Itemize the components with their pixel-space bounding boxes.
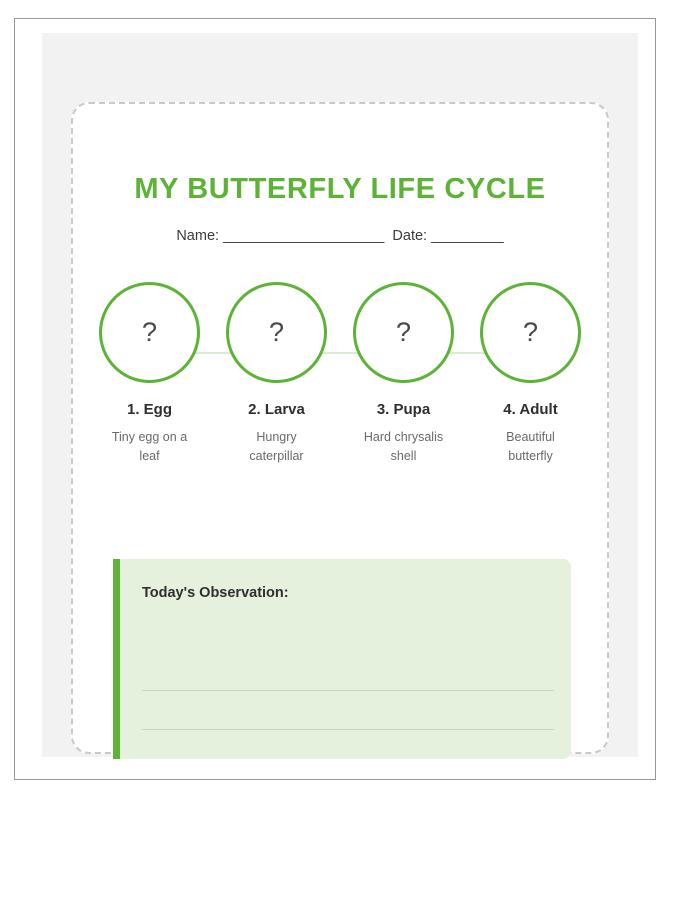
name-date-field[interactable]	[73, 228, 607, 244]
observation-writing-line	[142, 729, 554, 730]
stage-adult-drawing-area[interactable]	[480, 282, 581, 383]
stage-pupa-description: Hard chrysalis shell	[363, 430, 444, 464]
observation-title: Today's Observation:	[142, 585, 289, 601]
stage-pupa-drawing-area[interactable]	[353, 282, 454, 383]
life-cycle-row	[73, 282, 607, 467]
question-mark-icon: ?	[522, 317, 539, 347]
printable-page-frame	[14, 18, 656, 780]
stage-egg[interactable]	[97, 282, 203, 467]
stage-egg-description: Tiny egg on a leaf	[111, 430, 188, 464]
worksheet-card	[71, 102, 609, 754]
page-title: MY BUTTERFLY LIFE CYCLE	[134, 173, 546, 205]
stage-larva-label: 2. Larva	[248, 401, 305, 418]
question-mark-icon: ?	[395, 317, 412, 347]
observation-panel[interactable]	[113, 559, 571, 759]
stage-egg-label: 1. Egg	[126, 401, 172, 418]
stage-larva[interactable]	[224, 282, 330, 467]
name-date-label: Name: ____________________ Date: _________	[176, 228, 504, 244]
question-mark-icon: ?	[141, 317, 158, 347]
observation-writing-line	[142, 690, 554, 691]
stage-egg-drawing-area[interactable]	[99, 282, 200, 383]
stage-pupa-label: 3. Pupa	[376, 401, 431, 418]
page-background	[42, 33, 638, 757]
stage-larva-drawing-area[interactable]	[226, 282, 327, 383]
stage-larva-description: Hungry caterpillar	[249, 430, 304, 464]
stage-adult[interactable]	[478, 282, 584, 467]
stage-adult-description: Beautiful butterfly	[506, 430, 555, 464]
stage-pupa[interactable]	[351, 282, 457, 467]
question-mark-icon: ?	[268, 317, 285, 347]
stage-adult-label: 4. Adult	[503, 401, 558, 418]
